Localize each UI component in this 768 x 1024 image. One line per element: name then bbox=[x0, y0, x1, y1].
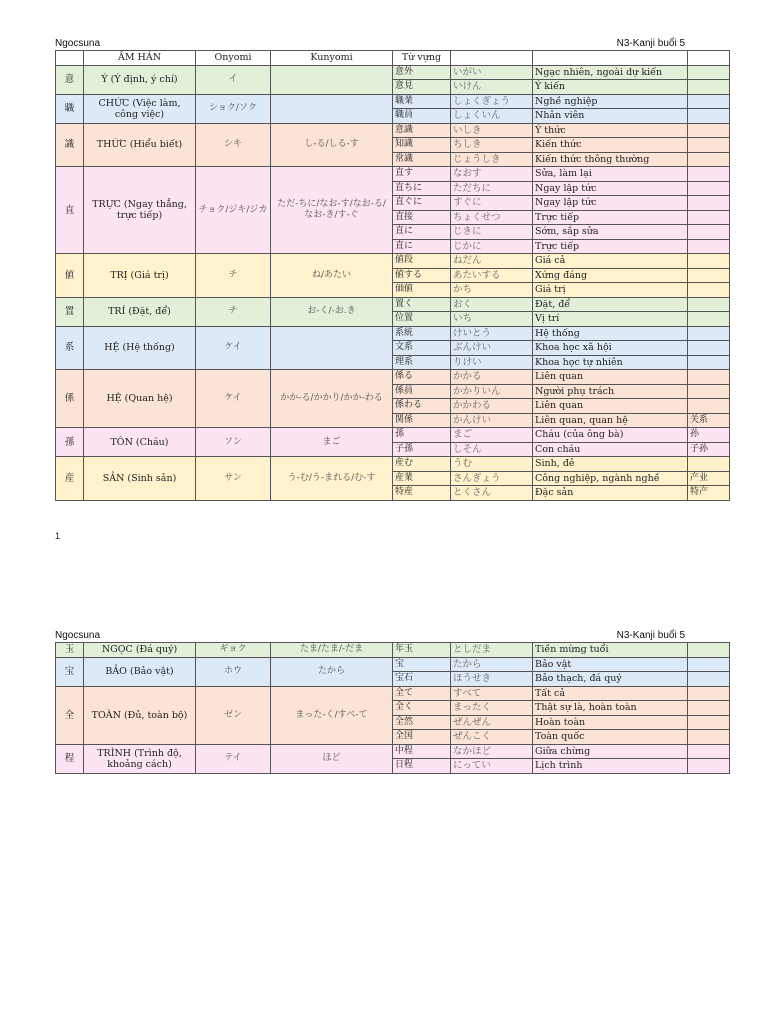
vocab-note-cell bbox=[688, 167, 730, 182]
vocab-note-cell: 关系 bbox=[688, 413, 730, 428]
page-header bbox=[55, 37, 729, 50]
vocab-meaning-cell: Trực tiếp bbox=[533, 239, 688, 254]
vocab-note-cell bbox=[688, 210, 730, 225]
vocab-meaning-cell: Lịch trình bbox=[533, 759, 688, 774]
vocab-reading-cell: りけい bbox=[451, 355, 533, 370]
onyomi-cell: ケイ bbox=[196, 326, 271, 370]
table-row bbox=[56, 744, 730, 759]
vocab-reading-cell: ちしき bbox=[451, 138, 533, 153]
vocab-word-cell: 関係 bbox=[393, 413, 451, 428]
vocab-note-cell bbox=[688, 138, 730, 153]
vocab-meaning-cell: Khoa học xã hội bbox=[533, 341, 688, 356]
vocab-meaning-cell: Ngay lập tức bbox=[533, 181, 688, 196]
table-row bbox=[56, 370, 730, 385]
kunyomi-cell: かか-る/かかり/かか-わる bbox=[271, 370, 393, 428]
vocab-word-cell: 意外 bbox=[393, 65, 451, 80]
vocab-word-cell: 職業 bbox=[393, 94, 451, 109]
vocab-meaning-cell: Sớm, sắp sửa bbox=[533, 225, 688, 240]
table-row bbox=[56, 297, 730, 312]
kunyomi-cell: まった-く/すべ-て bbox=[271, 686, 393, 744]
hanviet-cell: TRÌNH (Trình độ, khoảng cách) bbox=[84, 744, 196, 773]
vocab-meaning-cell: Kiến thức thông thường bbox=[533, 152, 688, 167]
hanviet-cell: NGỌC (Đá quý) bbox=[84, 643, 196, 658]
vocab-note-cell: 特产 bbox=[688, 486, 730, 501]
kunyomi-cell bbox=[271, 326, 393, 370]
vocab-word-cell: 値段 bbox=[393, 254, 451, 269]
vocab-word-cell: 系統 bbox=[393, 326, 451, 341]
onyomi-cell: ホウ bbox=[196, 657, 271, 686]
onyomi-cell: ゼン bbox=[196, 686, 271, 744]
vocab-meaning-cell: Liên quan bbox=[533, 370, 688, 385]
lesson-title: N3-Kanji buổi 5 bbox=[616, 630, 685, 641]
vocab-note-cell bbox=[688, 672, 730, 687]
vocab-meaning-cell: Hoàn toàn bbox=[533, 715, 688, 730]
vocab-note-cell bbox=[688, 65, 730, 80]
kanji-cell: 係 bbox=[56, 370, 84, 428]
table-row bbox=[56, 254, 730, 269]
vocab-note-cell bbox=[688, 730, 730, 745]
vocab-word-cell: 職員 bbox=[393, 109, 451, 124]
table-row bbox=[56, 657, 730, 672]
vocab-word-cell: 直に bbox=[393, 225, 451, 240]
page-number: 1 bbox=[55, 531, 61, 541]
vocab-reading-cell: しょくいん bbox=[451, 109, 533, 124]
kanji-table-2 bbox=[55, 642, 730, 774]
onyomi-cell: シキ bbox=[196, 123, 271, 167]
vocab-note-cell bbox=[688, 239, 730, 254]
col-header-tuvung: Từ vựng bbox=[393, 51, 451, 66]
kunyomi-cell: し-る/しる-す bbox=[271, 123, 393, 167]
hanviet-cell: Ý (Ý định, ý chí) bbox=[84, 65, 196, 94]
vocab-reading-cell: とくさん bbox=[451, 486, 533, 501]
vocab-reading-cell: しそん bbox=[451, 442, 533, 457]
vocab-meaning-cell: Ngay lập tức bbox=[533, 196, 688, 211]
hanviet-cell: TRỊ (Giá trị) bbox=[84, 254, 196, 298]
vocab-meaning-cell: Trực tiếp bbox=[533, 210, 688, 225]
page-header bbox=[55, 629, 729, 642]
kanji-cell: 値 bbox=[56, 254, 84, 298]
table-row bbox=[56, 686, 730, 701]
vocab-reading-cell: ぜんぜん bbox=[451, 715, 533, 730]
onyomi-cell: ケイ bbox=[196, 370, 271, 428]
vocab-reading-cell: けいとう bbox=[451, 326, 533, 341]
hanviet-cell: SẢN (Sinh sản) bbox=[84, 457, 196, 501]
vocab-reading-cell: にってい bbox=[451, 759, 533, 774]
vocab-word-cell: 全国 bbox=[393, 730, 451, 745]
table-row bbox=[56, 428, 730, 443]
vocab-meaning-cell: Giá cả bbox=[533, 254, 688, 269]
onyomi-cell: チ bbox=[196, 297, 271, 326]
kanji-cell: 産 bbox=[56, 457, 84, 501]
vocab-meaning-cell: Công nghiệp, ngành nghề bbox=[533, 471, 688, 486]
kunyomi-cell bbox=[271, 94, 393, 123]
vocab-meaning-cell: Thật sự là, hoàn toàn bbox=[533, 701, 688, 716]
hanviet-cell: THỨC (Hiểu biết) bbox=[84, 123, 196, 167]
vocab-note-cell bbox=[688, 94, 730, 109]
vocab-word-cell: 文系 bbox=[393, 341, 451, 356]
table-row bbox=[56, 643, 730, 658]
vocab-note-cell bbox=[688, 225, 730, 240]
vocab-note-cell bbox=[688, 657, 730, 672]
vocab-note-cell bbox=[688, 715, 730, 730]
vocab-word-cell: 子孫 bbox=[393, 442, 451, 457]
kanji-cell: 置 bbox=[56, 297, 84, 326]
table-row bbox=[56, 123, 730, 138]
vocab-word-cell: 中程 bbox=[393, 744, 451, 759]
kunyomi-cell: う-む/う-まれる/む-す bbox=[271, 457, 393, 501]
kunyomi-cell: たま/たま/-だま bbox=[271, 643, 393, 658]
vocab-word-cell: 全く bbox=[393, 701, 451, 716]
vocab-word-cell: 直す bbox=[393, 167, 451, 182]
kanji-cell: 孫 bbox=[56, 428, 84, 457]
vocab-meaning-cell: Ý kiến bbox=[533, 80, 688, 95]
vocab-meaning-cell: Liên quan, quan hệ bbox=[533, 413, 688, 428]
vocab-word-cell: 直ぐに bbox=[393, 196, 451, 211]
vocab-reading-cell: すべて bbox=[451, 686, 533, 701]
table-row bbox=[56, 326, 730, 341]
vocab-word-cell: 特産 bbox=[393, 486, 451, 501]
vocab-word-cell: 全然 bbox=[393, 715, 451, 730]
vocab-reading-cell: ほうせき bbox=[451, 672, 533, 687]
vocab-meaning-cell: Kiến thức bbox=[533, 138, 688, 153]
kunyomi-cell: たから bbox=[271, 657, 393, 686]
author-label: Ngocsuna bbox=[55, 38, 101, 49]
hanviet-cell: BẢO (Bảo vật) bbox=[84, 657, 196, 686]
vocab-word-cell: 直ちに bbox=[393, 181, 451, 196]
kunyomi-cell: まご bbox=[271, 428, 393, 457]
kanji-cell: 意 bbox=[56, 65, 84, 94]
vocab-word-cell: 意識 bbox=[393, 123, 451, 138]
kunyomi-cell: ただ-ちに/なお-す/なお-る/なお-き/す-ぐ bbox=[271, 167, 393, 254]
vocab-reading-cell: じょうしき bbox=[451, 152, 533, 167]
vocab-reading-cell: としだま bbox=[451, 643, 533, 658]
vocab-note-cell bbox=[688, 268, 730, 283]
vocab-word-cell: 宝石 bbox=[393, 672, 451, 687]
vocab-meaning-cell: Người phụ trách bbox=[533, 384, 688, 399]
vocab-meaning-cell: Bảo thạch, đá quý bbox=[533, 672, 688, 687]
page-1 bbox=[55, 37, 729, 501]
vocab-meaning-cell: Ý thức bbox=[533, 123, 688, 138]
vocab-reading-cell: すぐに bbox=[451, 196, 533, 211]
vocab-note-cell bbox=[688, 643, 730, 658]
vocab-reading-cell: いけん bbox=[451, 80, 533, 95]
hanviet-cell: TRỰC (Ngay thẳng, trực tiếp) bbox=[84, 167, 196, 254]
vocab-meaning-cell: Nhân viên bbox=[533, 109, 688, 124]
vocab-reading-cell: じかに bbox=[451, 239, 533, 254]
vocab-reading-cell: ぶんけい bbox=[451, 341, 533, 356]
vocab-reading-cell: ねだん bbox=[451, 254, 533, 269]
vocab-meaning-cell: Cháu (của ông bà) bbox=[533, 428, 688, 443]
author-label: Ngocsuna bbox=[55, 630, 101, 641]
table-row bbox=[56, 65, 730, 80]
vocab-note-cell bbox=[688, 399, 730, 414]
hanviet-cell: TÔN (Cháu) bbox=[84, 428, 196, 457]
vocab-note-cell bbox=[688, 457, 730, 472]
vocab-note-cell bbox=[688, 152, 730, 167]
kanji-cell: 職 bbox=[56, 94, 84, 123]
vocab-meaning-cell: Con cháu bbox=[533, 442, 688, 457]
col-header-kunyomi: Kunyomi bbox=[271, 51, 393, 66]
vocab-word-cell: 位置 bbox=[393, 312, 451, 327]
kanji-cell: 直 bbox=[56, 167, 84, 254]
vocab-note-cell bbox=[688, 283, 730, 298]
vocab-word-cell: 直に bbox=[393, 239, 451, 254]
vocab-word-cell: 知識 bbox=[393, 138, 451, 153]
table-row bbox=[56, 94, 730, 109]
vocab-meaning-cell: Tiền mừng tuổi bbox=[533, 643, 688, 658]
vocab-note-cell bbox=[688, 181, 730, 196]
vocab-word-cell: 置く bbox=[393, 297, 451, 312]
vocab-reading-cell: いがい bbox=[451, 65, 533, 80]
kanji-table-1 bbox=[55, 50, 730, 501]
vocab-reading-cell: たから bbox=[451, 657, 533, 672]
lesson-title: N3-Kanji buổi 5 bbox=[616, 38, 685, 49]
onyomi-cell: イ bbox=[196, 65, 271, 94]
hanviet-cell: HỆ (Hệ thống) bbox=[84, 326, 196, 370]
vocab-meaning-cell: Xứng đáng bbox=[533, 268, 688, 283]
onyomi-cell: テイ bbox=[196, 744, 271, 773]
vocab-meaning-cell: Liên quan bbox=[533, 399, 688, 414]
col-header-amhan: ÂM HÁN bbox=[84, 51, 196, 66]
onyomi-cell: チ bbox=[196, 254, 271, 298]
vocab-meaning-cell: Nghề nghiệp bbox=[533, 94, 688, 109]
vocab-reading-cell: ちょくせつ bbox=[451, 210, 533, 225]
vocab-note-cell bbox=[688, 341, 730, 356]
col-header-onyomi: Onyomi bbox=[196, 51, 271, 66]
vocab-meaning-cell: Sửa, làm lại bbox=[533, 167, 688, 182]
kanji-cell: 玉 bbox=[56, 643, 84, 658]
vocab-word-cell: 係わる bbox=[393, 399, 451, 414]
kanji-cell: 宝 bbox=[56, 657, 84, 686]
vocab-word-cell: 常識 bbox=[393, 152, 451, 167]
vocab-reading-cell: ただちに bbox=[451, 181, 533, 196]
vocab-note-cell: 子孙 bbox=[688, 442, 730, 457]
vocab-word-cell: 年玉 bbox=[393, 643, 451, 658]
vocab-word-cell: 係員 bbox=[393, 384, 451, 399]
vocab-word-cell: 孫 bbox=[393, 428, 451, 443]
vocab-reading-cell: まったく bbox=[451, 701, 533, 716]
vocab-reading-cell: じきに bbox=[451, 225, 533, 240]
page-2 bbox=[55, 629, 729, 774]
kanji-cell: 程 bbox=[56, 744, 84, 773]
vocab-word-cell: 意見 bbox=[393, 80, 451, 95]
kanji-cell: 識 bbox=[56, 123, 84, 167]
vocab-note-cell bbox=[688, 297, 730, 312]
vocab-meaning-cell: Vị trí bbox=[533, 312, 688, 327]
table-row bbox=[56, 167, 730, 182]
vocab-word-cell: 宝 bbox=[393, 657, 451, 672]
vocab-meaning-cell: Sinh, đẻ bbox=[533, 457, 688, 472]
vocab-note-cell bbox=[688, 109, 730, 124]
vocab-meaning-cell: Giá trị bbox=[533, 283, 688, 298]
vocab-word-cell: 直接 bbox=[393, 210, 451, 225]
vocab-note-cell bbox=[688, 759, 730, 774]
vocab-word-cell: 値する bbox=[393, 268, 451, 283]
vocab-reading-cell: あたいする bbox=[451, 268, 533, 283]
hanviet-cell: TOÀN (Đủ, toàn bộ) bbox=[84, 686, 196, 744]
kunyomi-cell: お-く/-お.き bbox=[271, 297, 393, 326]
vocab-meaning-cell: Hệ thống bbox=[533, 326, 688, 341]
onyomi-cell: ソン bbox=[196, 428, 271, 457]
hanviet-cell: TRÍ (Đặt, để) bbox=[84, 297, 196, 326]
onyomi-cell: ショク/ソク bbox=[196, 94, 271, 123]
table-header-row bbox=[56, 51, 730, 66]
vocab-note-cell bbox=[688, 80, 730, 95]
vocab-note-cell bbox=[688, 326, 730, 341]
vocab-meaning-cell: Giữa chừng bbox=[533, 744, 688, 759]
vocab-reading-cell: かんけい bbox=[451, 413, 533, 428]
vocab-reading-cell: なおす bbox=[451, 167, 533, 182]
vocab-note-cell bbox=[688, 254, 730, 269]
vocab-meaning-cell: Toàn quốc bbox=[533, 730, 688, 745]
vocab-reading-cell: いち bbox=[451, 312, 533, 327]
vocab-meaning-cell: Tất cả bbox=[533, 686, 688, 701]
kunyomi-cell bbox=[271, 65, 393, 94]
vocab-reading-cell: なかほど bbox=[451, 744, 533, 759]
vocab-word-cell: 価値 bbox=[393, 283, 451, 298]
kunyomi-cell: ね/あたい bbox=[271, 254, 393, 298]
vocab-note-cell bbox=[688, 196, 730, 211]
vocab-reading-cell: おく bbox=[451, 297, 533, 312]
hanviet-cell: HỆ (Quan hệ) bbox=[84, 370, 196, 428]
vocab-reading-cell: うむ bbox=[451, 457, 533, 472]
vocab-word-cell: 日程 bbox=[393, 759, 451, 774]
vocab-word-cell: 全て bbox=[393, 686, 451, 701]
vocab-meaning-cell: Đặc sản bbox=[533, 486, 688, 501]
vocab-note-cell bbox=[688, 744, 730, 759]
vocab-meaning-cell: Đặt, để bbox=[533, 297, 688, 312]
vocab-note-cell bbox=[688, 123, 730, 138]
vocab-note-cell bbox=[688, 370, 730, 385]
vocab-reading-cell: かかわる bbox=[451, 399, 533, 414]
vocab-note-cell bbox=[688, 701, 730, 716]
vocab-note-cell: 产业 bbox=[688, 471, 730, 486]
vocab-reading-cell: いしき bbox=[451, 123, 533, 138]
vocab-meaning-cell: Bảo vật bbox=[533, 657, 688, 672]
onyomi-cell: ギョク bbox=[196, 643, 271, 658]
vocab-reading-cell: ぜんこく bbox=[451, 730, 533, 745]
kanji-cell: 全 bbox=[56, 686, 84, 744]
vocab-reading-cell: さんぎょう bbox=[451, 471, 533, 486]
vocab-note-cell: 孙 bbox=[688, 428, 730, 443]
vocab-word-cell: 産む bbox=[393, 457, 451, 472]
vocab-word-cell: 理系 bbox=[393, 355, 451, 370]
vocab-reading-cell: まご bbox=[451, 428, 533, 443]
vocab-reading-cell: しょくぎょう bbox=[451, 94, 533, 109]
onyomi-cell: チョク/ジキ/ジカ bbox=[196, 167, 271, 254]
kunyomi-cell: ほど bbox=[271, 744, 393, 773]
table-row bbox=[56, 457, 730, 472]
vocab-word-cell: 産業 bbox=[393, 471, 451, 486]
onyomi-cell: サン bbox=[196, 457, 271, 501]
hanviet-cell: CHỨC (Việc làm, công việc) bbox=[84, 94, 196, 123]
kanji-cell: 系 bbox=[56, 326, 84, 370]
vocab-reading-cell: かち bbox=[451, 283, 533, 298]
vocab-note-cell bbox=[688, 312, 730, 327]
vocab-word-cell: 係る bbox=[393, 370, 451, 385]
vocab-note-cell bbox=[688, 384, 730, 399]
vocab-note-cell bbox=[688, 355, 730, 370]
vocab-meaning-cell: Ngạc nhiên, ngoài dự kiến bbox=[533, 65, 688, 80]
vocab-note-cell bbox=[688, 686, 730, 701]
vocab-reading-cell: かかる bbox=[451, 370, 533, 385]
vocab-meaning-cell: Khoa học tự nhiên bbox=[533, 355, 688, 370]
vocab-reading-cell: かかりいん bbox=[451, 384, 533, 399]
